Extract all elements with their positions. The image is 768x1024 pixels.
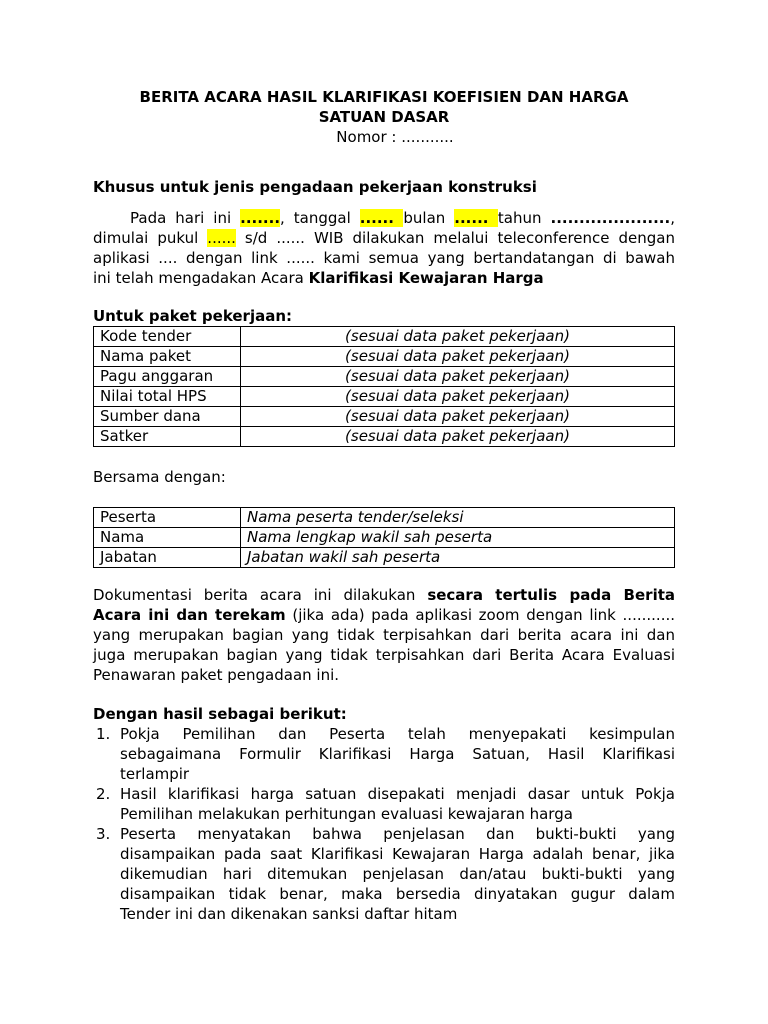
row-label: Kode tender (94, 327, 241, 347)
row-label: Nilai total HPS (94, 387, 241, 407)
table-row (94, 427, 675, 447)
table-row (94, 528, 675, 548)
row-value: (sesuai data paket pekerjaan) (241, 327, 675, 347)
row-label: Nama paket (94, 347, 241, 367)
intro-bold-text: Klarifikasi Kewajaran Harga (308, 269, 544, 287)
row-label: Nama (94, 528, 241, 548)
dokumentasi-text: Dokumentasi berita acara ini dilakukan (93, 586, 428, 604)
list-item (93, 824, 675, 924)
intro-line-4 (93, 268, 675, 288)
list-item (93, 724, 675, 784)
row-value: (sesuai data paket pekerjaan) (241, 367, 675, 387)
title-line-1: BERITA ACARA HASIL KLARIFIKASI KOEFISIEN DAN HARGA (139, 88, 629, 106)
dokumentasi-bold-text: Acara ini dan terekam (93, 606, 286, 624)
row-label: Pagu anggaran (94, 367, 241, 387)
placeholder-bulan: ...... (454, 209, 498, 227)
row-label: Satker (94, 427, 241, 447)
list-line: Pemilihan melakukan perhitungan evaluasi kewajaran harga (120, 805, 573, 823)
peserta-table (93, 507, 675, 568)
intro-text: , tanggal (280, 209, 360, 227)
table-row (94, 367, 675, 387)
placeholder-hari: ....... (240, 209, 281, 227)
intro-line-3: aplikasi .... dengan link ...... kami semua yang bertandatangan di bawah (93, 249, 675, 267)
placeholder-tahun: ..................... (550, 209, 671, 227)
dokumentasi-line-5: Penawaran paket pengadaan ini. (93, 666, 340, 684)
intro-text: s/d ...... WIB dilakukan melalui teleconference dengan (235, 229, 675, 247)
paket-table (93, 326, 675, 447)
table-row (94, 508, 675, 528)
list-number: 3. (96, 825, 111, 843)
row-value: Nama peserta tender/seleksi (241, 508, 675, 528)
list-line: Peserta menyatakan bahwa penjelasan dan bukti-bukti yang (120, 825, 675, 843)
list-line: disampaikan tidak benar, maka bersedia dinyatakan gugur dalam (120, 885, 675, 903)
row-value: (sesuai data paket pekerjaan) (241, 427, 675, 447)
intro-text: Pada hari ini (130, 209, 241, 227)
placeholder-tanggal: ...... (359, 209, 404, 227)
row-value: Jabatan wakil sah peserta (241, 548, 675, 568)
dokumentasi-line-3: yang merupakan bagian yang tidak terpisahkan dari berita acara ini dan (93, 626, 675, 644)
intro-line-2 (93, 228, 675, 248)
list-line: terlampir (120, 765, 190, 783)
row-value: (sesuai data paket pekerjaan) (241, 407, 675, 427)
table-row (94, 548, 675, 568)
intro-text: bulan (403, 209, 455, 227)
section-heading: Khusus untuk jenis pengadaan pekerjaan konstruksi (93, 178, 537, 196)
row-label: Sumber dana (94, 407, 241, 427)
intro-text: , (670, 209, 675, 227)
document-number: Nomor : ........... (336, 128, 454, 146)
list-line: Pokja Pemilihan dan Peserta telah menyepakati kesimpulan (120, 725, 675, 743)
dokumentasi-line-2 (93, 605, 675, 625)
list-number: 1. (96, 725, 111, 743)
list-number: 2. (96, 785, 111, 803)
hasil-list (93, 724, 675, 924)
table-row (94, 387, 675, 407)
table-row (94, 407, 675, 427)
list-line: sebagaimana Formulir Klarifikasi Harga Satuan, Hasil Klarifikasi (120, 745, 675, 763)
row-value: Nama lengkap wakil sah peserta (241, 528, 675, 548)
intro-paragraph (93, 208, 675, 288)
list-line: Hasil klarifikasi harga satuan disepakati menjadi dasar untuk Pokja (120, 785, 675, 803)
dokumentasi-line-1 (93, 585, 675, 605)
dokumentasi-bold-text: secara tertulis pada Berita (427, 586, 675, 604)
placeholder-pukul: ...... (207, 229, 236, 247)
list-line: Tender ini dan dikenakan sanksi daftar hitam (120, 905, 458, 923)
title-line-2: SATUAN DASAR (318, 108, 450, 126)
table-row (94, 327, 675, 347)
dokumentasi-text: (jika ada) pada aplikasi zoom dengan link ........... (285, 606, 675, 624)
document-title (93, 87, 675, 127)
row-label: Jabatan (94, 548, 241, 568)
bersama-label: Bersama dengan: (93, 468, 226, 486)
list-line: dikemudian hari ditemukan penjelasan dan/atau bukti-bukti yang (120, 865, 675, 883)
row-value: (sesuai data paket pekerjaan) (241, 347, 675, 367)
intro-text: dimulai pukul (93, 229, 208, 247)
dokumentasi-line-4: juga merupakan bagian yang tidak terpisahkan dari Berita Acara Evaluasi (93, 646, 675, 664)
table-row (94, 347, 675, 367)
list-line: disampaikan pada saat Klarifikasi Kewajaran Harga adalah benar, jika (120, 845, 675, 863)
hasil-heading: Dengan hasil sebagai berikut: (93, 705, 347, 723)
intro-text: ini telah mengadakan Acara (93, 269, 309, 287)
dokumentasi-paragraph (93, 585, 675, 685)
intro-line-1 (93, 208, 675, 228)
row-value: (sesuai data paket pekerjaan) (241, 387, 675, 407)
intro-text: tahun (497, 209, 551, 227)
row-label: Peserta (94, 508, 241, 528)
paket-heading: Untuk paket pekerjaan: (93, 307, 293, 325)
list-item (93, 784, 675, 824)
